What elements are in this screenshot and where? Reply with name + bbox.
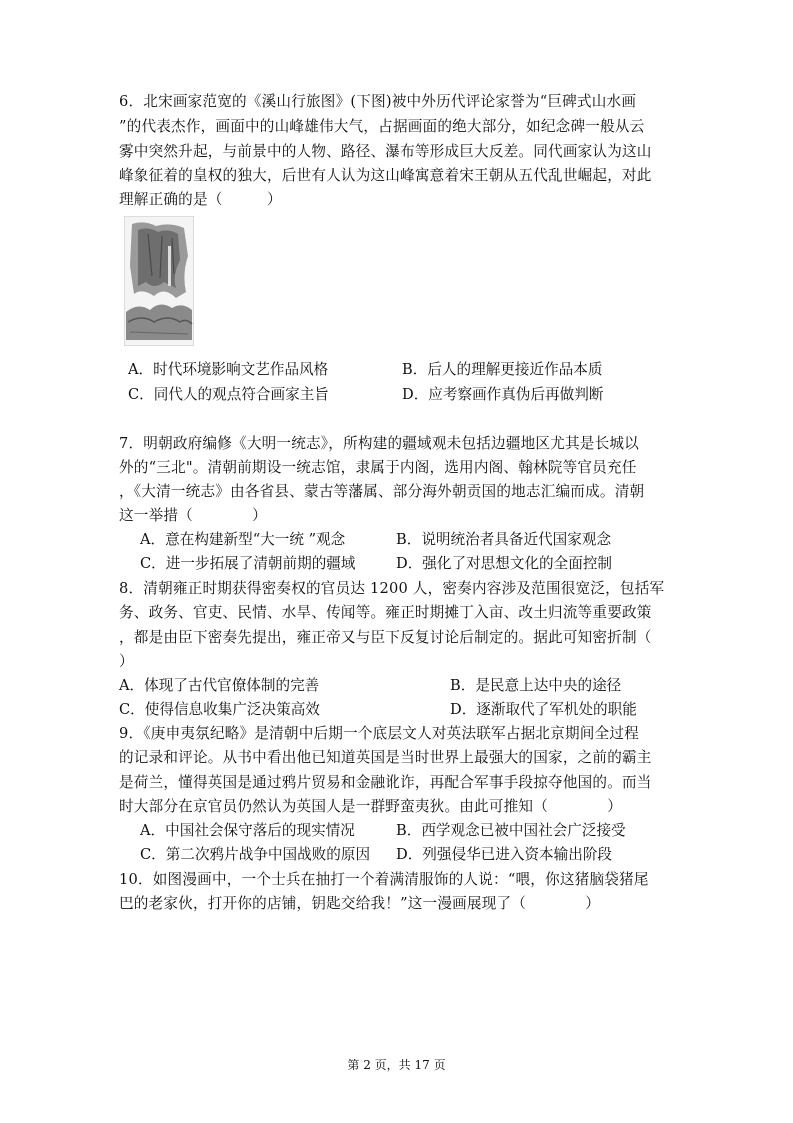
q6-option-d: D．应考察画作真伪后再做判断 — [402, 386, 604, 403]
q9-option-a: A．中国社会保守落后的现实情况 — [140, 822, 355, 839]
q6-line: 雾中突然升起，与前景中的人物、路径、瀑布等形成巨大反差。同代画家认为这山 — [119, 143, 652, 160]
q8-option-d: D．逐渐取代了军机处的职能 — [450, 701, 637, 718]
q9-line: 9．《庚申夷氛纪略》是清朝中后期一个底层文人对英法联军占据北京期间全过程 — [119, 725, 639, 742]
q7-option-b: B．说明统治者具备近代国家观念 — [396, 531, 612, 548]
q6-option-c: C．同代人的观点符合画家主旨 — [128, 386, 329, 403]
q8-line: ） — [119, 653, 134, 670]
page-number: 第 2 页，共 17 页 — [347, 1058, 446, 1072]
q6-option-b: B．后人的理解更接近作品本质 — [402, 361, 603, 378]
q6-line: 理解正确的是（ ） — [119, 191, 282, 208]
landscape-painting-image — [124, 216, 194, 346]
q8-option-b: B．是民意上达中央的途径 — [450, 677, 622, 694]
q9-line: 时大部分在京官员仍然认为英国人是一群野蛮夷狄。由此可推知（ ） — [119, 798, 622, 815]
q7-line: 这一举措（ ） — [119, 507, 267, 524]
q7-option-d: D．强化了对思想文化的全面控制 — [396, 555, 613, 572]
q7-option-c: C．进一步拓展了清朝前期的疆域 — [140, 555, 356, 572]
q6-line: ”的代表杰作，画面中的山峰雄伟大气，占据画面的绝大部分，如纪念碑一般从云 — [119, 118, 645, 135]
q6-option-a: A．时代环境影响文艺作品风格 — [128, 361, 329, 378]
q8-line: ，都是由臣下密奏先提出，雍正帝又与臣下反复讨论后制定的。据此可知密折制（ — [119, 629, 652, 646]
q8-line: 8．清朝雍正时期获得密奏权的官员达 1200 人，密奏内容涉及范围很宽泛，包括军 — [119, 580, 665, 597]
q9-option-b: B．西学观念已被中国社会广泛接受 — [396, 822, 626, 839]
q8-option-c: C．使得信息收集广泛决策高效 — [119, 701, 320, 718]
q7-line: 外的“三北"。清朝前期设一统志馆，隶属于内阁，选用内阁、翰林院等官员充任 — [119, 459, 637, 476]
q9-option-c: C．第二次鸦片战争中国战败的原因 — [140, 846, 371, 863]
q10-line: 10．如图漫画中，一个士兵在抽打一个着满清服饰的人说：“喂，你这猪脑袋猪尾 — [119, 871, 649, 888]
q7-line: ，《大清一统志》由各省县、蒙古等藩属、部分海外朝贡国的地志汇编而成。清朝 — [119, 483, 645, 500]
q8-line: 务、政务、官吏、民情、水旱、传闻等。雍正时期摊丁入亩、改土归流等重要政策 — [119, 604, 652, 621]
q6-line: 6．北宋画家范宽的《溪山行旅图》(下图)被中外历代评论家誉为“巨碑式山水画 — [119, 93, 637, 110]
q6-line: 峰象征着的皇权的独大，后世有人认为这山峰寓意着宋王朝从五代乱世崛起，对此 — [119, 167, 652, 184]
q9-line: 的记录和评论。从书中看出他已知道英国是当时世界上最强大的国家，之前的霸主 — [119, 749, 652, 766]
q8-option-a: A．体现了古代官僚体制的完善 — [119, 677, 320, 694]
q9-option-d: D．列强侵华已进入资本输出阶段 — [396, 846, 613, 863]
q10-line: 巴的老家伙，打开你的店铺，钥匙交给我！”这一漫画展现了（ ） — [119, 895, 601, 912]
q7-line: 7．明朝政府编修《大明一统志》，所构建的疆域观未包括边疆地区尤其是长城以 — [119, 435, 639, 452]
q7-option-a: A．意在构建新型“大一统 ”观念 — [140, 531, 346, 548]
q9-line: 是荷兰，懂得英国是通过鸦片贸易和金融讹诈，再配合军事手段掠夺他国的。而当 — [119, 774, 652, 791]
